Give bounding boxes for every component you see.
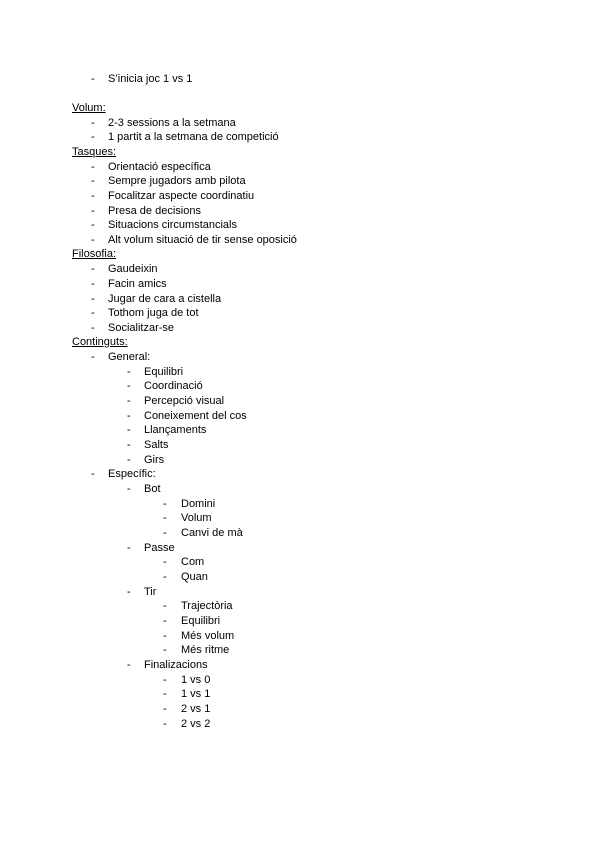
bullet-dash: - bbox=[127, 454, 131, 466]
bullet-dash: - bbox=[127, 586, 131, 598]
bullet-dash: - bbox=[127, 542, 131, 554]
list-item: Socialitzar-se bbox=[108, 322, 175, 334]
list-item: Més ritme bbox=[181, 644, 230, 656]
bullet-dash: - bbox=[163, 556, 167, 568]
list-item: 2 vs 1 bbox=[181, 703, 211, 715]
list-item: Tothom juga de tot bbox=[108, 307, 199, 319]
bullet-dash: - bbox=[91, 131, 95, 143]
list-item: Focalitzar aspecte coordinatiu bbox=[108, 190, 255, 202]
section-heading-continguts: Continguts: bbox=[72, 336, 128, 348]
list-item: Equilibri bbox=[144, 366, 184, 378]
list-item: Coordinació bbox=[144, 380, 203, 392]
bullet-dash: - bbox=[91, 468, 95, 480]
bullet-dash: - bbox=[163, 498, 167, 510]
list-item: Equilibri bbox=[181, 615, 221, 627]
bullet-dash: - bbox=[127, 424, 131, 436]
bullet-dash: - bbox=[163, 630, 167, 642]
topic-label-passe: Passe bbox=[144, 542, 175, 554]
list-item: Trajectòria bbox=[181, 600, 233, 612]
bullet-dash: - bbox=[91, 219, 95, 231]
bullet-dash: - bbox=[91, 117, 95, 129]
list-item: Salts bbox=[144, 439, 169, 451]
topic-label-bot: Bot bbox=[144, 483, 161, 495]
bullet-dash: - bbox=[127, 380, 131, 392]
bullet-dash: - bbox=[163, 512, 167, 524]
list-item: Més volum bbox=[181, 630, 235, 642]
bullet-dash: - bbox=[163, 600, 167, 612]
section-heading-volum: Volum: bbox=[72, 102, 106, 114]
bullet-dash: - bbox=[163, 688, 167, 700]
bullet-dash: - bbox=[91, 293, 95, 305]
list-item: Situacions circumstancials bbox=[108, 219, 237, 231]
subsection-label-general: General: bbox=[108, 351, 151, 363]
bullet-dash: - bbox=[163, 644, 167, 656]
bullet-dash: - bbox=[163, 674, 167, 686]
list-item: Girs bbox=[144, 454, 165, 466]
bullet-dash: - bbox=[91, 263, 95, 275]
bullet-dash: - bbox=[91, 234, 95, 246]
list-item: 1 vs 1 bbox=[181, 688, 211, 700]
list-item: Sempre jugadors amb pilota bbox=[108, 175, 246, 187]
list-item: Facin amics bbox=[108, 278, 167, 290]
list-item: Volum bbox=[181, 512, 212, 524]
bullet-dash: - bbox=[91, 205, 95, 217]
topic-label-finalitzacions: Finalizacions bbox=[144, 659, 208, 671]
bullet-dash: - bbox=[91, 322, 95, 334]
bullet-dash: - bbox=[127, 395, 131, 407]
list-item: Orientació específica bbox=[108, 161, 211, 173]
bullet-dash: - bbox=[163, 718, 167, 730]
bullet-dash: - bbox=[127, 659, 131, 671]
section-heading-tasques: Tasques: bbox=[72, 146, 117, 158]
bullet-dash: - bbox=[163, 571, 167, 583]
bullet-dash: - bbox=[163, 527, 167, 539]
bullet-dash: - bbox=[91, 175, 95, 187]
list-item: Alt volum situació de tir sense oposició bbox=[108, 234, 297, 246]
bullet-dash: - bbox=[163, 615, 167, 627]
list-item: Jugar de cara a cistella bbox=[108, 293, 222, 305]
list-item: 1 partit a la setmana de competició bbox=[108, 131, 279, 143]
section-heading-filosofia: Filosofia: bbox=[72, 248, 117, 260]
bullet-dash: - bbox=[91, 351, 95, 363]
topic-label-tir: Tir bbox=[144, 586, 157, 598]
list-item: 1 vs 0 bbox=[181, 674, 211, 686]
list-item: Domini bbox=[181, 498, 216, 510]
list-item: Quan bbox=[181, 571, 208, 583]
bullet-dash: - bbox=[127, 439, 131, 451]
list-item: 2 vs 2 bbox=[181, 718, 211, 730]
bullet-dash: - bbox=[91, 278, 95, 290]
list-item: Presa de decisions bbox=[108, 205, 201, 217]
list-item: 2-3 sessions a la setmana bbox=[108, 117, 236, 129]
list-item: Percepció visual bbox=[144, 395, 225, 407]
bullet-dash: - bbox=[163, 703, 167, 715]
bullet-dash: - bbox=[91, 307, 95, 319]
list-item: Com bbox=[181, 556, 205, 568]
bullet-dash: - bbox=[91, 161, 95, 173]
list-item: Llançaments bbox=[144, 424, 207, 436]
list-item: Canvi de mà bbox=[181, 527, 243, 539]
list-item: S’inicia joc 1 vs 1 bbox=[108, 73, 193, 85]
list-item: Coneixement del cos bbox=[144, 410, 247, 422]
bullet-dash: - bbox=[127, 366, 131, 378]
bullet-dash: - bbox=[91, 190, 95, 202]
bullet-dash: - bbox=[91, 73, 95, 85]
bullet-dash: - bbox=[127, 410, 131, 422]
subsection-label-especific: Específic: bbox=[108, 468, 156, 480]
bullet-dash: - bbox=[127, 483, 131, 495]
list-item: Gaudeixin bbox=[108, 263, 158, 275]
